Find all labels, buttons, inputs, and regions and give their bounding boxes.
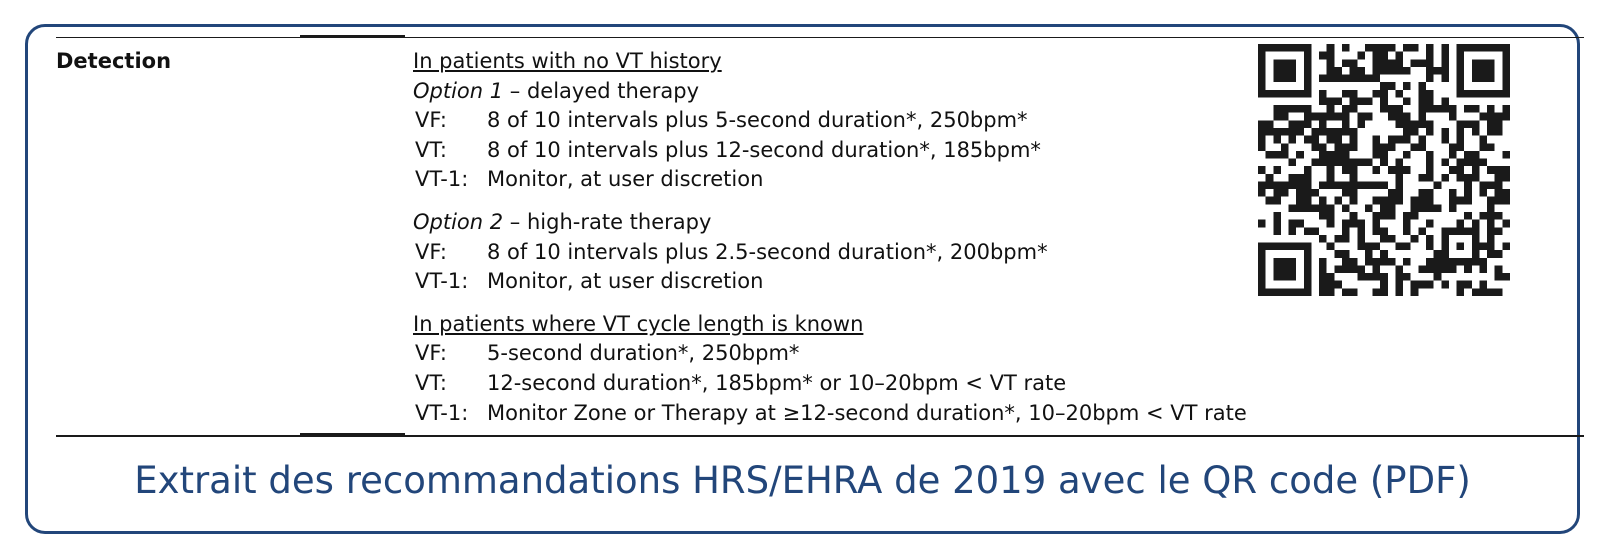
table-top-rule-segment: [300, 35, 405, 38]
zone-text: 8 of 10 intervals plus 2.5-second duration*, 200bpm*: [487, 239, 1048, 264]
zone-text: 8 of 10 intervals plus 5-second duration*, 250bpm*: [487, 108, 1028, 133]
zone-text: Monitor, at user discretion: [487, 167, 764, 192]
row-label-detection: Detection: [56, 49, 172, 73]
spacer: [413, 297, 1293, 310]
option2-title: – high-rate therapy: [503, 209, 712, 234]
table-bottom-rule-segment: [300, 433, 405, 436]
spacer: [413, 195, 1293, 208]
zone-text: 12-second duration*, 185bpm* or 10–20bpm < VT rate: [487, 370, 1067, 395]
zone-text: Monitor Zone or Therapy at ≥12-second duration*, 10–20bpm < VT rate: [487, 400, 1247, 425]
option1-line: [413, 136, 1293, 166]
option1-header: [413, 77, 1293, 107]
option2-label: Option 2: [413, 209, 504, 234]
zone-text: 5-second duration*, 250bpm*: [487, 341, 800, 366]
option1-line: [413, 165, 1293, 195]
option1-line: [413, 106, 1293, 136]
zone-code: VT-1:: [415, 269, 469, 294]
qr-code-icon[interactable]: [1258, 44, 1510, 296]
zone-code: VT:: [415, 370, 447, 395]
table-top-rule: [56, 37, 1584, 38]
known-cycle-line: [413, 369, 1293, 399]
heading-known-cycle-length: In patients where VT cycle length is known: [413, 311, 864, 336]
heading-no-vt-history: In patients with no VT history: [413, 49, 722, 73]
known-cycle-line: [413, 399, 1293, 429]
option2-header: [413, 208, 1293, 238]
table-bottom-rule: [56, 435, 1584, 437]
known-cycle-line: [413, 339, 1293, 369]
zone-code: VT-1:: [415, 167, 469, 192]
zone-text: 8 of 10 intervals plus 12-second duration*, 185bpm*: [487, 137, 1041, 162]
zone-code: VT-1:: [415, 400, 469, 425]
zone-code: VF:: [415, 108, 447, 133]
zone-text: Monitor, at user discretion: [487, 269, 764, 294]
option2-line: [413, 238, 1293, 268]
detection-content: [413, 47, 1293, 428]
zone-code: VF:: [415, 239, 447, 264]
zone-code: VT:: [415, 137, 447, 162]
zone-code: VF:: [415, 341, 447, 366]
option2-line: [413, 267, 1293, 297]
option1-title: – delayed therapy: [503, 78, 700, 103]
figure-caption: Extrait des recommandations HRS/EHRA de 2019 avec le QR code (PDF): [134, 459, 1471, 502]
option1-label: Option 1: [413, 78, 504, 103]
